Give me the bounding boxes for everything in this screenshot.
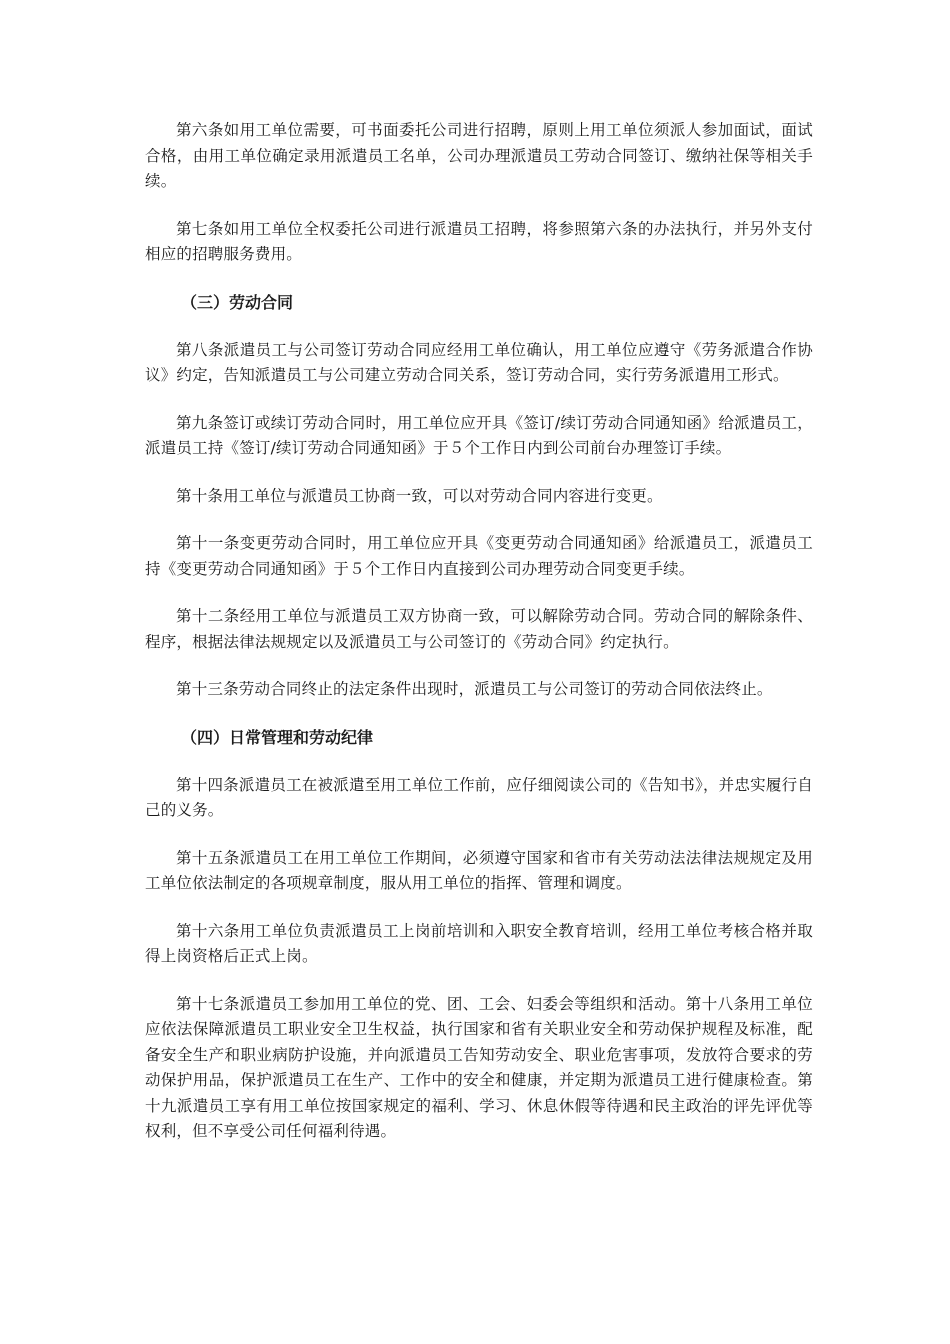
article-16-paragraph: 第十六条用工单位负责派遣员工上岗前培训和入职安全教育培训，经用工单位考核合格并取得上岗资格后正式上岗。 — [145, 921, 813, 965]
article-10-paragraph: 第十条用工单位与派遣员工协商一致，可以对劳动合同内容进行变更。 — [176, 486, 663, 505]
article-8-paragraph: 第八条派遣员工与公司签订劳动合同应经用工单位确认，用工单位应遵守《劳务派遣合作协议》约定，告知派遣员工与公司建立劳动合同关系，签订劳动合同，实行劳务派遣用工形式。 — [145, 340, 813, 384]
article-13-paragraph: 第十三条劳动合同终止的法定条件出现时，派遣员工与公司签订的劳动合同依法终止。 — [176, 680, 773, 698]
article-11-paragraph: 第十一条变更劳动合同时，用工单位应开具《变更劳动合同通知函》给派遣员工，派遣员工持《变更劳动合同通知函》于５个工作日内直接到公司办理劳动合同变更手续。 — [145, 534, 813, 578]
document-body — [145, 118, 813, 1167]
article-12-paragraph: 第十二条经用工单位与派遣员工双方协商一致，可以解除劳动合同。劳动合同的解除条件、程序，根据法律法规规定以及派遣员工与公司签订的《劳动合同》约定执行。 — [145, 607, 813, 651]
section-heading-labor-contract: （三）劳动合同 — [181, 292, 294, 312]
article-15-paragraph: 第十五条派遣员工在用工单位工作期间，必须遵守国家和省市有关劳动法法律法规规定及用工单位依法制定的各项规章制度，服从用工单位的指挥、管理和调度。 — [145, 848, 813, 892]
article-9-paragraph: 第九条签订或续订劳动合同时，用工单位应开具《签订/续订劳动合同通知函》给派遣员工，派遣员工持《签订/续订劳动合同通知函》于５个工作日内到公司前台办理签订手续。 — [145, 413, 813, 457]
section-heading-daily-management: （四）日常管理和劳动纪律 — [181, 727, 374, 747]
article-14-paragraph: 第十四条派遣员工在被派遣至用工单位工作前，应仔细阅读公司的《告知书》，并忠实履行自己的义务。 — [145, 775, 813, 819]
article-17-19-paragraph: 第十七条派遣员工参加用工单位的党、团、工会、妇委会等组织和活动。第十八条用工单位应依法保障派遣员工职业安全卫生权益，执行国家和省有关职业安全和劳动保护规程及标准，配备安全生产和职业病防护设施，并向派遣员工告知劳动安全、职业危害事项，发放符合要求的劳动保护用品，保护派遣员工在生产、工作中的安全和健康，并定期为派遣员工进行健康检查。第十九派遣员工享有用工单位按国家规定的福利、学习、休息休假等待遇和民主政治的评先评优等权利，但不享受公司任何福利待遇。 — [145, 994, 813, 1140]
article-6-paragraph: 第六条如用工单位需要，可书面委托公司进行招聘，原则上用工单位须派人参加面试，面试合格，由用工单位确定录用派遣员工名单，公司办理派遣员工劳动合同签订、缴纳社保等相关手续。 — [145, 121, 813, 190]
article-7-paragraph: 第七条如用工单位全权委托公司进行派遣员工招聘，将参照第六条的办法执行，并另外支付相应的招聘服务费用。 — [145, 219, 813, 263]
